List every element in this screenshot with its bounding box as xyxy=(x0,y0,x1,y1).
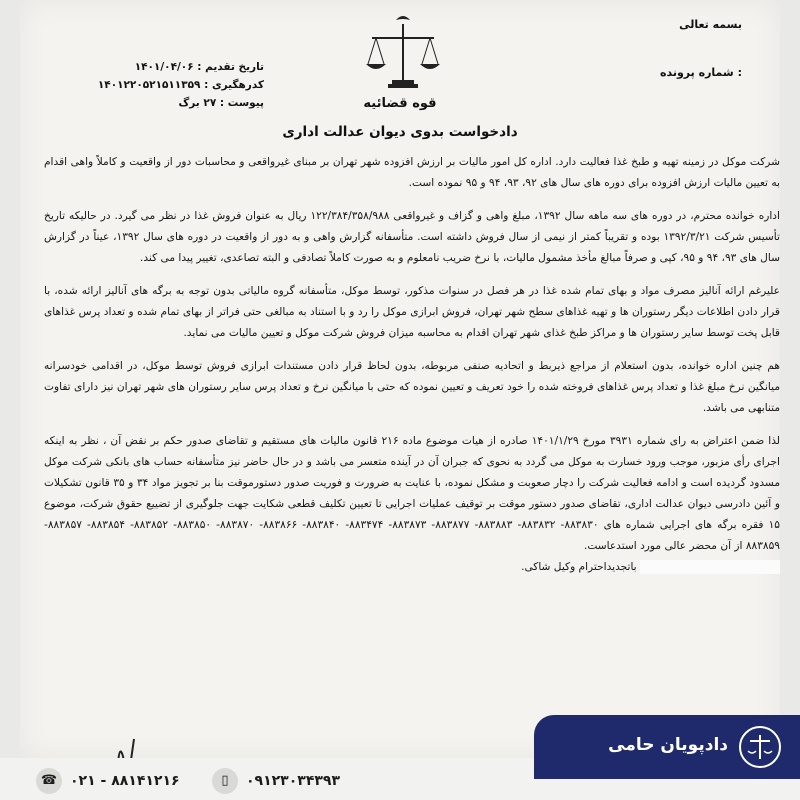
mobile-contact[interactable] xyxy=(212,768,340,794)
redacted-area xyxy=(640,560,780,574)
closing-line xyxy=(44,557,780,578)
brand-logo-icon xyxy=(738,725,782,769)
paragraph-2: اداره خوانده محترم، در دوره های سه ماهه سال ۱۳۹۲، مبلغ واهی و گزاف و غیرواقعی ۱۲۲/۳۸۴/۳۵۸/۹۸۸ ریال به عنوان فروش غذا در نظر می گیرد. در حالیکه تاریخ تأسیس شرکت ۱۳۹۲/۳/۲۱ بوده و تقریباً کمتر از نیمی از سال فروش داشته است. متأسفانه گزارش واهی و به دور از واقعیت در دوره های سال ۱۳۹۲، عیناً در گزارش سال های ۹۳، ۹۴ و ۹۵، کپی و صرفاً مبالغ مأخذ مشمول مالیات، با نرخ ضریب نامعلوم و به صورت کاملاً تصادفی و البته تصاعدی، تغییر پیدا می کند. xyxy=(44,210,780,264)
mobile-icon: ▯ xyxy=(212,768,238,794)
attachment-count: پیوست : ۲۷ برگ xyxy=(178,97,264,109)
petition-body xyxy=(44,152,780,578)
phone-icon: ☎ xyxy=(36,768,62,794)
bismillah: بسمه تعالی xyxy=(679,18,742,31)
document-page xyxy=(20,0,780,758)
case-number-label: شماره پرونده : xyxy=(659,66,742,79)
mobile-number: ۰۹۱۲۳۰۳۴۳۹۳ xyxy=(246,773,340,789)
paragraph-1: شرکت موکل در زمینه تهیه و طبخ غذا فعالیت دارد. اداره کل امور مالیات بر ارزش افزوده شهر تهران بر مبنای غیرواقعی و محاسبات دور از واقعیت و کاملاً واهی اقدام به تعیین مالیات ارزش افزوده برای دوره های سال های ۹۲، ۹۳، ۹۴ و ۹۵ نموده است. xyxy=(44,156,780,189)
paragraph-5: لذا ضمن اعتراض به رای شماره ۳۹۳۱ مورخ ۱۴۰۱/۱/۲۹ صادره از هیات موضوع ماده ۲۱۶ قانون مالیات های مستقیم و تقاضای صدور حکم بر نقض آن ، نظر به اینکه اجرای رأی مزبور، موجب ورود خسارت به موکل می گردد به نحوی که جبران آن در آینده متعسر می باشد و در حال حاضر نیز متأسفانه حساب های بانکی شرکت موکل مسدود گردیده است و ادامه فعالیت شرکت را دچار صعوبت و مشکل نموده، با عنایت به ضرورت و فوریت صدور دستورموقت بنا بر تجویز مواد ۳۴ و ۳۵ قانون تشکیلات و آئین دادرسی دیوان عدالت اداری، تقاضای صدور دستور موقت بر توقیف عملیات اجرایی تا تعیین تکلیف قطعی شکایت جهت جلوگیری از تضییع حقوق شرکت، موضوع ۱۵ فقره برگه های اجرایی شماره های ۸۸۳۸۳۰- ۸۸۳۸۳۲- ۸۸۳۸۸۳- ۸۸۳۸۷۷- ۸۸۳۸۷۳- ۸۸۳۴۷۴- ۸۸۳۸۴۰- ۸۸۳۸۶۶- ۸۸۳۸۷۰- ۸۸۳۸۵۰- ۸۸۳۸۵۲- ۸۸۳۸۵۴- ۸۸۳۸۵۷- ۸۸۳۸۵۹ از آن محضر عالی مورد استدعاست. xyxy=(44,435,780,552)
judiciary-scales-icon xyxy=(358,14,448,94)
submission-date: تاریخ تقدیم : ۱۴۰۱/۰۴/۰۶ xyxy=(134,61,264,73)
brand-name: دادپویان حامی xyxy=(608,735,728,755)
phone-contact[interactable] xyxy=(36,768,180,794)
paragraph-4: هم چنین اداره خوانده، بدون استعلام از مراجع ذیربط و اتحادیه صنفی مربوطه، بدون لحاظ قرار دادن مستندات ابرازی فروش توسط موکل، در اقدامی خودسرانه میانگین نرخ مبلغ غذا و تعداد پرس غذاهای فروخته شده را خود تعریف و تعیین نموده که حتی با میانگین نرخ و تعداد پرس سایر رستوران های شهر تهران نیز دارای تفاوت متنابهی می باشد. xyxy=(44,360,780,414)
paragraph-3: علیرغم ارائه آنالیز مصرف مواد و بهای تمام شده غذا در هر فصل در سنوات مذکور، توسط موکل، متأسفانه گروه مالیاتی بدون توجه به برگه های آنالیز ارائه شده، با قرار دادن اطلاعات دیگر رستوران ها و تهیه غذاهای سطح شهر تهران، فروش ابرازی موکل را رد و با استناد به مبالغی حتی فراتر از بهای تمام شده و تعداد پرس غذاهای قابل پخت توسط سایر رستوران ها و مراکز طبخ غذای شهر تهران اقدام به محاسبه میزان فروش شرکت موکل و تعیین مالیات می نماید. xyxy=(44,285,780,339)
organization-name: قوه قضائیه xyxy=(363,96,437,111)
brand-banner[interactable] xyxy=(534,715,800,779)
closing-text: باتجدیداحترام وکیل شاکی. xyxy=(521,561,637,573)
phone-number: ۰۲۱ - ۸۸۱۴۱۲۱۶ xyxy=(70,773,180,789)
tracking-code: کدرهگیری : ۱۴۰۱۲۲۰۵۲۱۵۱۱۳۵۹ xyxy=(97,79,264,91)
document-title: دادخواست بدوی دیوان عدالت اداری xyxy=(282,124,518,140)
